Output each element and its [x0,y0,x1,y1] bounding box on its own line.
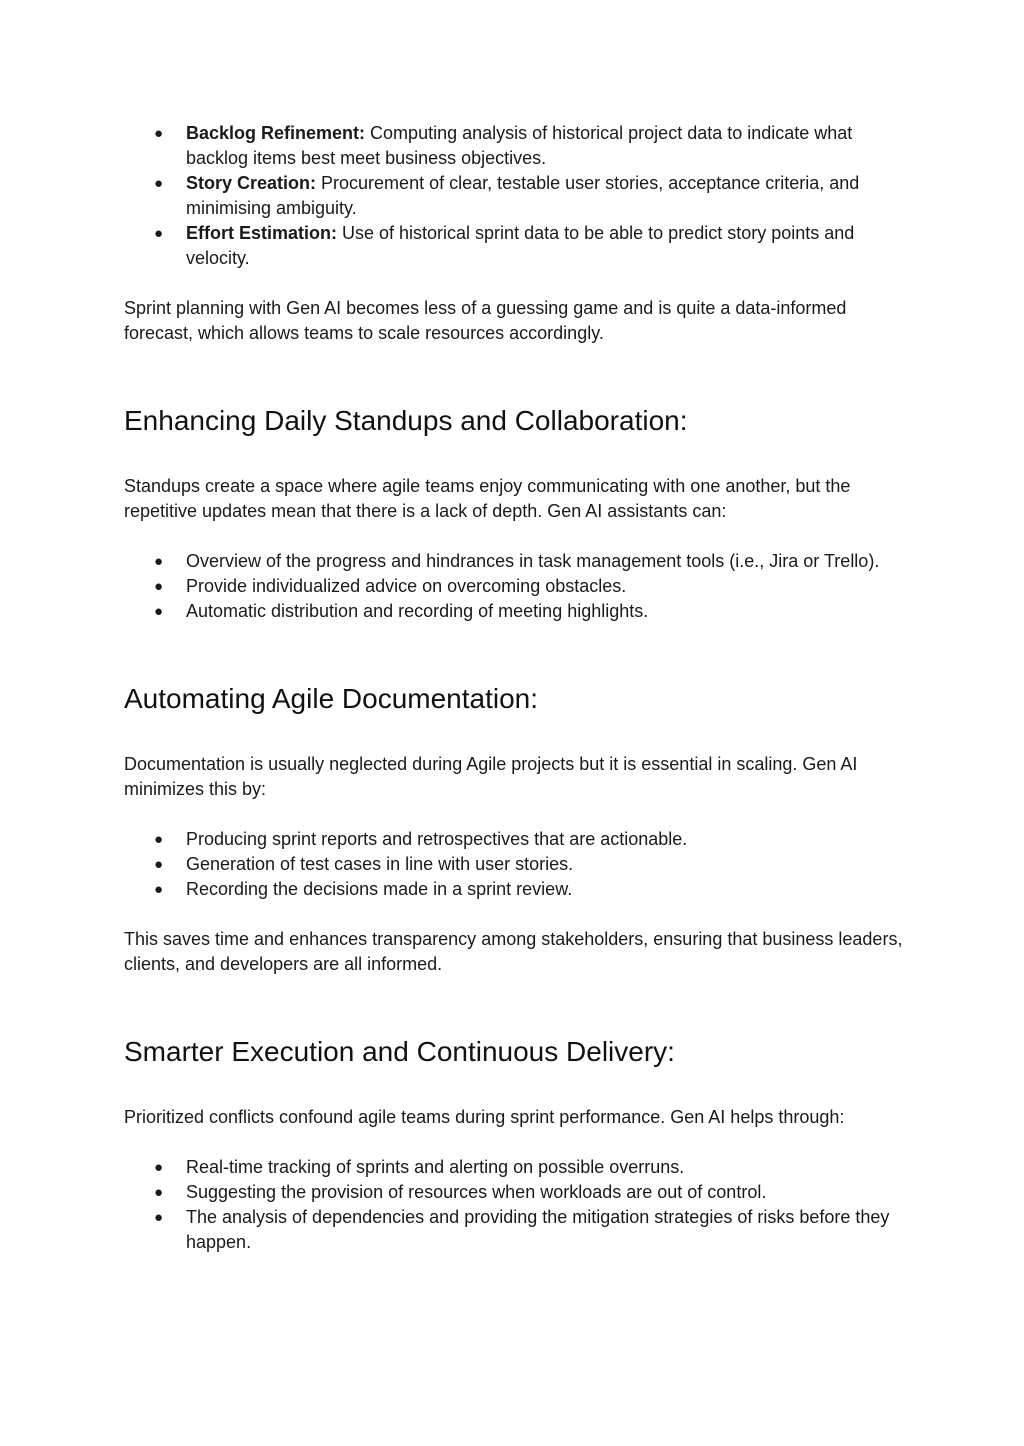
standups-bullet-list [124,549,904,624]
documentation-bullet-list [124,827,904,902]
bullet-icon: ● [154,1159,164,1176]
documentation-paragraph: Documentation is usually neglected during Agile projects but it is essential in scaling. Gen AI minimizes this by: [124,754,858,799]
list-item [124,1155,904,1180]
execution-heading: Smarter Execution and Continuous Delivery: [124,1036,675,1067]
list-item-text: Suggesting the provision of resources when workloads are out of control. [186,1182,767,1202]
list-item-text: Generation of test cases in line with user stories. [186,854,574,874]
list-item-text: Overview of the progress and hindrances in task management tools (i.e., Jira or Trello). [186,551,880,571]
list-item-term: Story Creation: [186,173,317,193]
intro-paragraph: Sprint planning with Gen AI becomes less of a guessing game and is quite a data-informed forecast, which allows teams to scale resources accordingly. [124,298,847,343]
document-page [124,121,904,1255]
list-item-term: Effort Estimation: [186,223,337,243]
list-item-text: Real-time tracking of sprints and alerting on possible overruns. [186,1157,685,1177]
list-item [124,171,904,221]
list-item [124,121,904,171]
execution-paragraph: Prioritized conflicts confound agile teams during sprint performance. Gen AI helps through: [124,1107,845,1127]
list-item [124,574,904,599]
list-item-text: Producing sprint reports and retrospectives that are actionable. [186,829,688,849]
bullet-icon: ● [154,603,164,620]
list-item-text: Use of historical sprint data to be able to predict story points and velocity. [186,223,855,268]
list-item-text: The analysis of dependencies and providing the mitigation strategies of risks before they happen. [186,1207,890,1252]
bullet-icon: ● [154,1184,164,1201]
bullet-icon: ● [154,125,164,142]
execution-bullet-list [124,1155,904,1255]
list-item [124,1205,904,1255]
list-item-text: Recording the decisions made in a sprint review. [186,879,573,899]
bullet-icon: ● [154,225,164,242]
list-item [124,852,904,877]
standups-paragraph: Standups create a space where agile teams enjoy communicating with one another, but the repetitive updates mean that there is a lack of depth. Gen AI assistants can: [124,476,851,521]
list-item [124,827,904,852]
list-item-text: Computing analysis of historical project data to indicate what backlog items best meet business objectives. [186,123,853,168]
bullet-icon: ● [154,175,164,192]
bullet-icon: ● [154,578,164,595]
list-item-text: Provide individualized advice on overcoming obstacles. [186,576,627,596]
bullet-icon: ● [154,856,164,873]
list-item [124,549,904,574]
list-item-text: Automatic distribution and recording of meeting highlights. [186,601,649,621]
bullet-icon: ● [154,553,164,570]
list-item [124,877,904,902]
list-item-text: Procurement of clear, testable user stories, acceptance criteria, and minimising ambiguity. [186,173,860,218]
standups-heading: Enhancing Daily Standups and Collaboration: [124,405,688,436]
intro-bullet-list [124,121,904,271]
list-item-term: Backlog Refinement: [186,123,366,143]
bullet-icon: ● [154,1209,164,1226]
list-item [124,599,904,624]
bullet-icon: ● [154,881,164,898]
bullet-icon: ● [154,831,164,848]
documentation-closing-paragraph: This saves time and enhances transparency among stakeholders, ensuring that business leaders, clients, and developers are all informed. [124,929,903,974]
list-item [124,221,904,271]
documentation-heading: Automating Agile Documentation: [124,683,539,714]
list-item [124,1180,904,1205]
